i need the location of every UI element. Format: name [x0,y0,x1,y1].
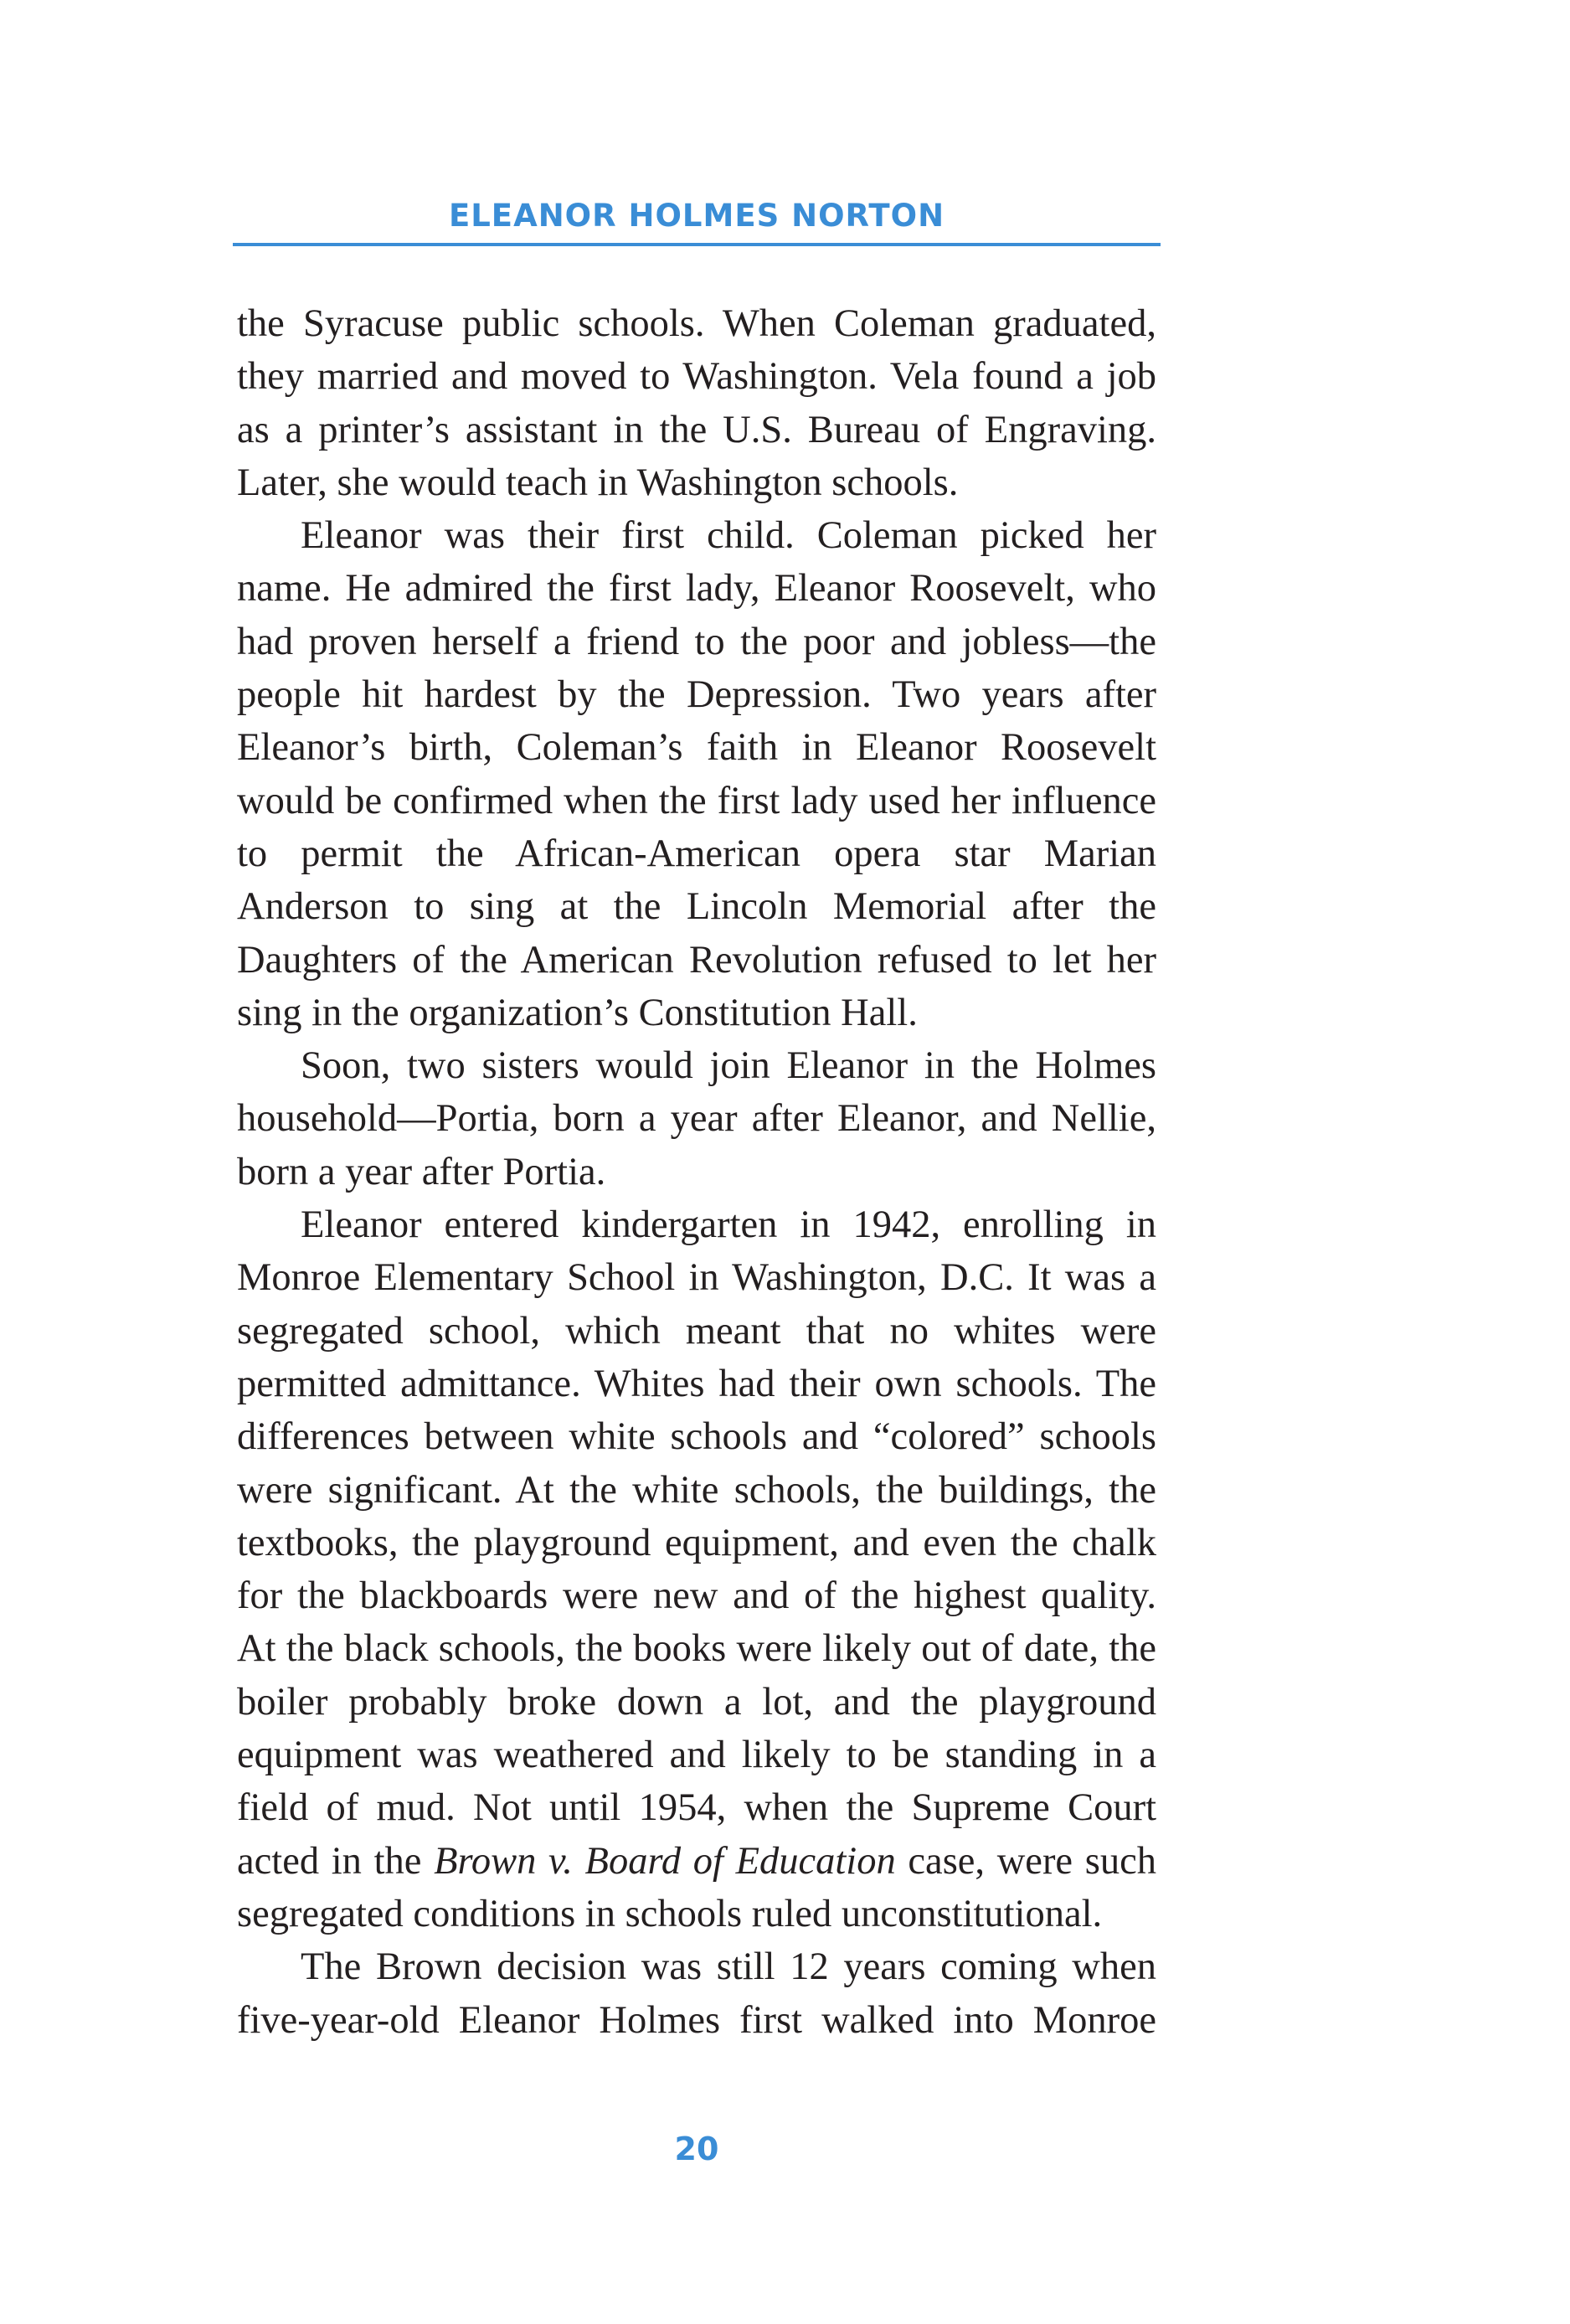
paragraph-1: the Syracuse public schools. When Coleman graduated, they married and moved to Washington. Vela found a job as a printer’s assistant in the U.S. Bureau of Engraving. Later, she would teach in Washington schools. [237,302,1156,504]
running-head-title: ELEANOR HOLMES NORTON [448,198,945,234]
paragraph-4 [237,1198,1156,1940]
header-rule [233,243,1161,246]
paragraph-2: Eleanor was their first child. Coleman picked her name. He admired the first lady, Eleanor Roosevelt, who had proven herself a friend to the poor and jobless—the people hit hardest by the Depression. Two years after Eleanor’s birth, Coleman’s faith in Eleanor Roosevelt would be confirmed when the first lady used her influence to permit the African-American opera star Marian Anderson to sing at the Lincoln Memorial after the Daughters of the American Revolution refused to let her sing in the organization’s Constitution Hall. [237,514,1156,1034]
case-title: Brown v. Board of Education [434,1839,896,1883]
paragraph-4-text-start: Eleanor entered kindergarten in 1942, enrolling in Monroe Elementary School in Washington, D.C. It was a segregated school, which meant that no whites were permitted admittance. Whites had their own schools. The differences between white schools and “colored” schools were significant. At the white schools, the buildings, the textbooks, the playground equipment, and even the chalk for the blackboards were new and of the highest quality. At the black schools, the books were likely out of date, the boiler probably broke down a lot, and the playground equipment was weathered and likely to be standing in a field of mud. Not until 1954, when the Supreme Court acted in the [237,1203,1156,1883]
body-text [237,297,1156,2047]
page-number: 20 [674,2131,719,2167]
paragraph-3: Soon, two sisters would join Eleanor in the Holmes household—Portia, born a year after Eleanor, and Nellie, born a year after Portia. [237,1044,1156,1193]
paragraph-5: The Brown decision was still 12 years coming when five-year-old Eleanor Holmes first walked into Monroe [237,1945,1156,2042]
paragraph-4-text-end: case, were such segregated conditions in schools ruled unconstitutional. [237,1839,1156,1935]
